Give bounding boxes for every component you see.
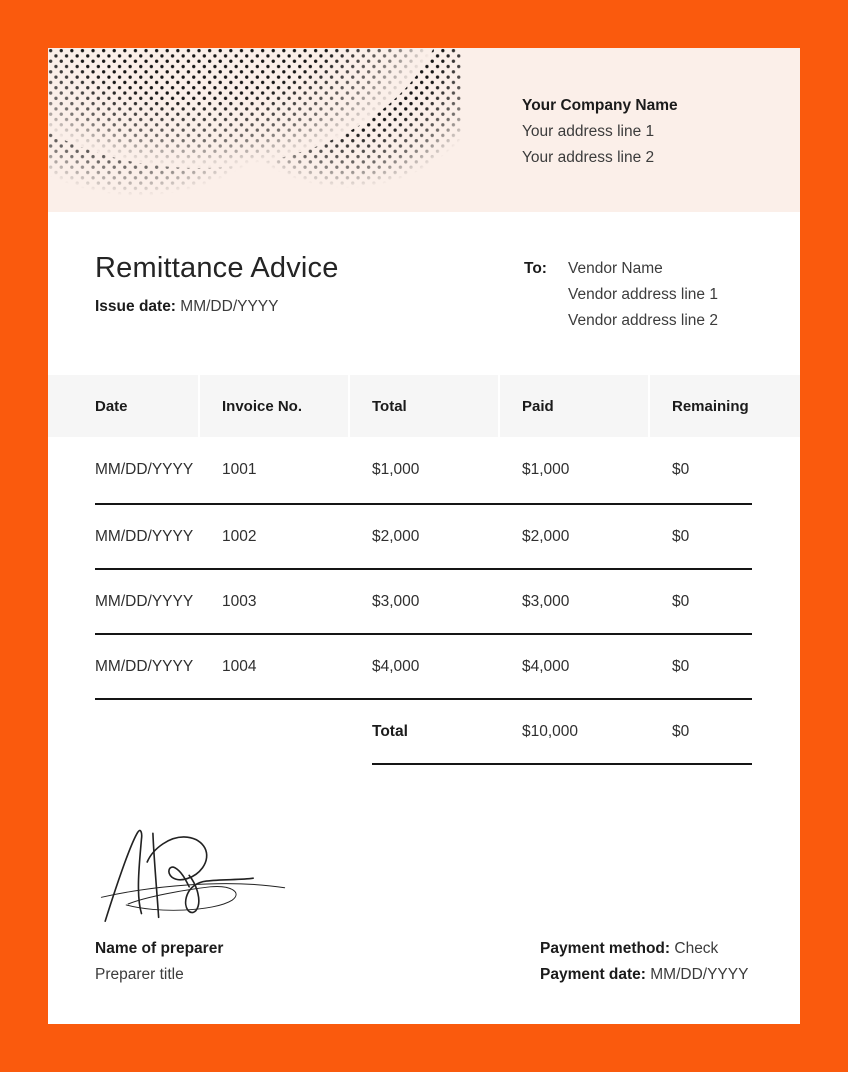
issue-date-value: MM/DD/YYYY [180,298,279,315]
payment-method-line [540,936,748,962]
total-label: Total [372,722,408,740]
cell-remaining: $0 [672,657,690,675]
payment-date-label: Payment date: [540,966,646,983]
table-total-row [372,700,752,765]
column-header-remaining: Remaining [650,375,800,437]
column-header-total: Total [350,375,498,437]
column-header-date: Date [48,375,198,437]
issue-date-label: Issue date: [95,298,176,315]
preparer-name: Name of preparer [95,940,224,957]
company-name: Your Company Name [522,97,678,114]
total-remaining-value: $0 [672,722,690,740]
cell-remaining: $0 [672,527,690,545]
cell-invoice-no: 1004 [222,657,257,675]
table-row [95,570,752,635]
signature-image [93,820,293,925]
preparer-title: Preparer title [95,966,184,983]
cell-paid: $3,000 [522,592,570,610]
payment-method-value: Check [674,940,719,957]
payment-info-block [540,936,748,988]
preparer-block [95,936,223,988]
column-header-paid: Paid [500,375,648,437]
payment-date-line [540,962,748,988]
invoice-table [48,375,800,765]
total-paid-value: $10,000 [522,722,579,740]
cell-paid: $1,000 [522,461,570,478]
company-address-line-1: Your address line 1 [522,123,655,140]
cell-total: $2,000 [372,527,420,545]
vendor-name: Vendor Name [568,260,663,277]
cell-invoice-no: 1001 [222,461,257,478]
cell-paid: $2,000 [522,527,570,545]
vendor-address-line-2: Vendor address line 2 [568,312,718,329]
payment-date-value: MM/DD/YYYY [650,966,749,983]
cell-total: $3,000 [372,592,420,610]
payment-method-label: Payment method: [540,940,671,957]
company-address-line-2: Your address line 2 [522,149,655,166]
cell-date: MM/DD/YYYY [95,527,194,545]
table-header-row [48,375,800,437]
column-header-invoice-no: Invoice No. [200,375,348,437]
cell-paid: $4,000 [522,657,570,675]
cell-remaining: $0 [672,592,690,610]
vendor-address-line-1: Vendor address line 1 [568,286,718,303]
document-page [48,48,800,1024]
cell-total: $4,000 [372,657,420,675]
issue-date-line [95,296,278,318]
cell-date: MM/DD/YYYY [95,461,194,478]
table-row [95,437,752,505]
to-label: To: [524,260,547,277]
cell-date: MM/DD/YYYY [95,657,194,675]
vendor-address-block [524,256,718,334]
letterhead-band [48,48,800,212]
cell-invoice-no: 1002 [222,527,257,545]
cell-total: $1,000 [372,461,420,478]
vendor-lines [568,256,718,334]
table-row [95,635,752,700]
halftone-dots-pattern [48,48,462,212]
cell-remaining: $0 [672,461,690,478]
cell-date: MM/DD/YYYY [95,592,194,610]
table-row [95,505,752,570]
cell-invoice-no: 1003 [222,592,257,610]
page-title: Remittance Advice [95,252,339,284]
company-info-block [522,93,678,171]
